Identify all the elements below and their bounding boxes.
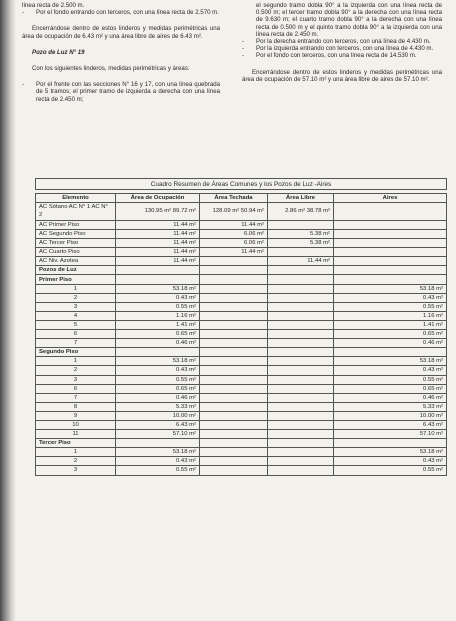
cell-elemento: 3 xyxy=(36,375,116,384)
table-row xyxy=(36,466,447,475)
cell-elemento: 1 xyxy=(36,357,116,366)
cell-aires xyxy=(334,257,447,266)
cell-techada xyxy=(200,384,268,393)
cell-techada xyxy=(200,430,268,439)
cell-libre xyxy=(268,430,334,439)
table-row xyxy=(36,220,447,229)
cell-aires: 0.46 m² xyxy=(334,339,447,348)
cell-libre xyxy=(268,448,334,457)
table-row-sotano xyxy=(36,203,447,221)
table-title: Cuadro Resumen de Áreas Comunes y los Pozos de Luz -Aires xyxy=(36,179,447,190)
cell-elemento: 6 xyxy=(36,330,116,339)
cell-ocupacion: 11.44 m² xyxy=(116,248,200,257)
cell-elemento: 7 xyxy=(36,393,116,402)
right-list-item-izquierda xyxy=(242,45,442,52)
cell-libre xyxy=(268,466,334,475)
cell-elemento: 9 xyxy=(36,411,116,420)
table-row xyxy=(36,284,447,293)
list-item-text: Por el fondo con terceros, con una línea recta de 14.530 m. xyxy=(256,52,417,60)
cell-aires xyxy=(334,203,447,221)
cell-ocupacion: 1.16 m² xyxy=(116,311,200,320)
cell-aires xyxy=(334,439,447,448)
cell-techada xyxy=(200,339,268,348)
cell-techada xyxy=(200,457,268,466)
cell-aires: 0.43 m² xyxy=(334,457,447,466)
table-row xyxy=(36,339,447,348)
cell-techada xyxy=(200,348,268,357)
cell-techada: 6.06 m² xyxy=(200,230,268,239)
cell-aires: 0.55 m² xyxy=(334,466,447,475)
cell-ocupacion: 11.44 m² xyxy=(116,257,200,266)
cell-elemento: 5 xyxy=(36,320,116,329)
cell-libre: 11.44 m² xyxy=(268,257,334,266)
table-row xyxy=(36,439,447,448)
cell-libre: 2.86 m² 38.78 m² xyxy=(268,203,334,221)
cell-ocupacion: 0.65 m² xyxy=(116,384,200,393)
header-area-techada: Área Techada xyxy=(200,194,268,203)
cell-ocupacion: 1.41 m² xyxy=(116,320,200,329)
book-binding-shadow xyxy=(0,0,16,621)
left-text-column xyxy=(22,2,220,103)
table-row xyxy=(36,457,447,466)
cell-ocupacion: 10.00 m² xyxy=(116,411,200,420)
table-row xyxy=(36,420,447,429)
cell-libre xyxy=(268,339,334,348)
cell-elemento: 3 xyxy=(36,466,116,475)
cell-aires: 10.00 m² xyxy=(334,411,447,420)
cell-elemento: AC Primer Piso xyxy=(36,220,116,229)
list-item-text: Por la derecha entrando con terceros, con una línea de 4.430 m. xyxy=(256,38,431,46)
header-area-libre: Área Libre xyxy=(268,194,334,203)
cell-techada xyxy=(200,411,268,420)
cell-techada xyxy=(200,439,268,448)
cell-ocupacion xyxy=(116,275,200,284)
list-dash: - xyxy=(242,38,245,46)
cell-ocupacion: 53.18 m² xyxy=(116,284,200,293)
cell-elemento: 4 xyxy=(36,311,116,320)
cell-ocupacion: 0.65 m² xyxy=(116,330,200,339)
cell-aires: 57.10 m² xyxy=(334,430,447,439)
table-row xyxy=(36,366,447,375)
table-row xyxy=(36,448,447,457)
cell-aires: 1.16 m² xyxy=(334,311,447,320)
left-line-1: línea recta de 2.500 m. xyxy=(22,2,85,9)
cell-elemento: 1 xyxy=(36,284,116,293)
table-body xyxy=(36,220,447,475)
cell-techada: 11.44 m² xyxy=(200,248,268,257)
cell-libre xyxy=(268,366,334,375)
right-paragraph-enclosure: Encerrándose dentro de estos linderos y medidas perimétricas una área de ocupación de 57.10 m² y una área libre de aires de 57.10 m². xyxy=(242,68,442,83)
cell-libre xyxy=(268,357,334,366)
cell-techada xyxy=(200,448,268,457)
list-dash: - xyxy=(242,52,245,60)
cell-ocupacion xyxy=(116,266,200,275)
cell-techada xyxy=(200,302,268,311)
cell-ocupacion: 0.46 m² xyxy=(116,393,200,402)
cell-elemento: AC Sótano AC N° 1 AC N° 2 xyxy=(36,203,116,221)
cell-ocupacion: 53.18 m² xyxy=(116,357,200,366)
cell-libre xyxy=(268,330,334,339)
cell-ocupacion: 57.10 m² xyxy=(116,430,200,439)
right-text-column xyxy=(242,2,442,83)
cell-elemento: 11 xyxy=(36,430,116,439)
list-dash: - xyxy=(22,9,25,17)
cell-aires: 53.18 m² xyxy=(334,448,447,457)
list-dash: - xyxy=(242,45,245,53)
table-row xyxy=(36,357,447,366)
cell-elemento: 1 xyxy=(36,448,116,457)
cell-elemento: Segundo Piso xyxy=(36,348,116,357)
section-heading-pozo-19: Pozo de Luz N° 19 xyxy=(32,48,85,56)
cell-aires xyxy=(334,348,447,357)
cell-aires xyxy=(334,275,447,284)
table-row xyxy=(36,275,447,284)
cell-elemento: 2 xyxy=(36,366,116,375)
cell-elemento: 2 xyxy=(36,293,116,302)
cell-techada: 128.09 m² 50.94 m² xyxy=(200,203,268,221)
cell-aires: 5.33 m² xyxy=(334,402,447,411)
cell-techada xyxy=(200,393,268,402)
cell-libre xyxy=(268,348,334,357)
left-list-item-frente xyxy=(22,81,220,103)
cell-techada xyxy=(200,320,268,329)
right-list-item-fondo xyxy=(242,52,442,59)
cell-ocupacion: 0.43 m² xyxy=(116,366,200,375)
cell-elemento: 7 xyxy=(36,339,116,348)
cell-ocupacion: 130.95 m² 89.72 m² xyxy=(116,203,200,221)
cell-elemento: Primer Piso xyxy=(36,275,116,284)
cell-aires: 53.18 m² xyxy=(334,284,447,293)
cell-aires xyxy=(334,239,447,248)
cell-ocupacion xyxy=(116,348,200,357)
list-item-text: Por el frente con las secciones N° 16 y 17, con una línea quebrada de 5 tramos; el primer tramo de izquierda a derecha con una línea recta de 2.450 m; xyxy=(36,81,220,103)
cell-libre xyxy=(268,384,334,393)
table-header-row xyxy=(36,194,447,203)
table-row xyxy=(36,348,447,357)
right-list-item-derecha xyxy=(242,38,442,45)
table-row xyxy=(36,384,447,393)
cell-aires: 0.65 m² xyxy=(334,384,447,393)
cell-libre xyxy=(268,420,334,429)
cell-elemento: 8 xyxy=(36,402,116,411)
cell-aires: 0.43 m² xyxy=(334,293,447,302)
table-row xyxy=(36,320,447,329)
table-row xyxy=(36,293,447,302)
cell-ocupacion xyxy=(116,439,200,448)
cell-libre xyxy=(268,275,334,284)
cell-libre xyxy=(268,402,334,411)
table-row xyxy=(36,330,447,339)
cell-techada xyxy=(200,311,268,320)
header-aires: Aires xyxy=(334,194,447,203)
cell-libre xyxy=(268,311,334,320)
cell-elemento: Pozos de Luz xyxy=(36,266,116,275)
table-row xyxy=(36,302,447,311)
cell-ocupacion: 0.55 m² xyxy=(116,302,200,311)
table-row xyxy=(36,248,447,257)
cell-libre: 5.38 m² xyxy=(268,230,334,239)
cell-libre xyxy=(268,457,334,466)
cell-techada xyxy=(200,466,268,475)
list-item-text: Por el fondo entrando con terceros, con una línea recta de 2.570 m. xyxy=(36,9,219,17)
cell-ocupacion: 0.43 m² xyxy=(116,293,200,302)
header-elemento: Elemento xyxy=(36,194,116,203)
cell-techada: 6.06 m² xyxy=(200,239,268,248)
cell-elemento: 6 xyxy=(36,384,116,393)
table-row xyxy=(36,411,447,420)
cell-elemento: 10 xyxy=(36,420,116,429)
table-row xyxy=(36,239,447,248)
table-row xyxy=(36,311,447,320)
cell-ocupacion: 6.43 m² xyxy=(116,420,200,429)
cell-techada xyxy=(200,275,268,284)
cell-techada xyxy=(200,330,268,339)
cell-libre xyxy=(268,284,334,293)
cell-techada xyxy=(200,366,268,375)
cell-aires: 6.43 m² xyxy=(334,420,447,429)
cell-ocupacion: 11.44 m² xyxy=(116,230,200,239)
cell-libre: 5.38 m² xyxy=(268,239,334,248)
cell-libre xyxy=(268,302,334,311)
cell-elemento: 2 xyxy=(36,457,116,466)
cell-techada xyxy=(200,357,268,366)
cell-techada xyxy=(200,257,268,266)
cell-aires xyxy=(334,266,447,275)
table-row xyxy=(36,375,447,384)
cell-aires: 1.41 m² xyxy=(334,320,447,329)
cell-aires xyxy=(334,230,447,239)
cell-aires: 0.65 m² xyxy=(334,330,447,339)
cell-elemento: AC Segundo Piso xyxy=(36,230,116,239)
cell-techada xyxy=(200,293,268,302)
cell-techada xyxy=(200,402,268,411)
table-row xyxy=(36,402,447,411)
cell-elemento: AC Niv. Azotea xyxy=(36,257,116,266)
cell-aires: 0.46 m² xyxy=(334,393,447,402)
table-row xyxy=(36,230,447,239)
table-row xyxy=(36,257,447,266)
left-paragraph-linderos: Con los siguientes linderos, medidas perimétricas y áreas: xyxy=(32,65,190,73)
cell-ocupacion: 11.44 m² xyxy=(116,239,200,248)
table-row xyxy=(36,430,447,439)
header-area-ocupacion: Área de Ocupación xyxy=(116,194,200,203)
right-paragraph-tramos: el segundo tramo dobla 90° a la izquierda con una línea recta de 0.500 m; el tercer tramo dobla 90° a la derecha con una línea recta de 9.630 m; el cuarto tramo dobla 90° a la derecha con una línea recta de 0.500 m y el quinto tramo dobla 90° a la izquierda con una línea recta de 2.450 m. xyxy=(256,2,442,38)
cell-techada xyxy=(200,420,268,429)
cell-ocupacion: 53.18 m² xyxy=(116,448,200,457)
cell-ocupacion: 0.43 m² xyxy=(116,457,200,466)
cell-techada xyxy=(200,375,268,384)
cell-libre xyxy=(268,439,334,448)
cell-elemento: AC Cuarto Piso xyxy=(36,248,116,257)
table-row xyxy=(36,266,447,275)
cell-aires: 0.55 m² xyxy=(334,375,447,384)
areas-summary-table xyxy=(35,178,447,476)
cell-libre xyxy=(268,411,334,420)
left-list-item-fondo xyxy=(22,9,220,16)
cell-elemento: Tercer Piso xyxy=(36,439,116,448)
cell-libre xyxy=(268,375,334,384)
cell-aires: 0.55 m² xyxy=(334,302,447,311)
cell-elemento: AC Tercer Piso xyxy=(36,239,116,248)
cell-libre xyxy=(268,393,334,402)
list-dash: - xyxy=(22,81,25,89)
cell-libre xyxy=(268,293,334,302)
cell-aires xyxy=(334,220,447,229)
cell-ocupacion: 0.46 m² xyxy=(116,339,200,348)
cell-libre xyxy=(268,248,334,257)
table-row xyxy=(36,393,447,402)
cell-libre xyxy=(268,320,334,329)
cell-ocupacion: 5.33 m² xyxy=(116,402,200,411)
cell-elemento: 3 xyxy=(36,302,116,311)
cell-aires: 0.43 m² xyxy=(334,366,447,375)
cell-techada: 11.44 m² xyxy=(200,220,268,229)
cell-aires: 53.18 m² xyxy=(334,357,447,366)
cell-libre xyxy=(268,220,334,229)
cell-ocupacion: 11.44 m² xyxy=(116,220,200,229)
cell-ocupacion: 0.55 m² xyxy=(116,466,200,475)
cell-libre xyxy=(268,266,334,275)
list-item-text: Por la izquierda entrando con terceros, con una línea de 4.430 m. xyxy=(256,45,434,53)
cell-techada xyxy=(200,266,268,275)
left-paragraph-enclosure: Encerrándose dentro de estos linderos y medidas perimétricas una área de ocupación de 6.43 m² y una área libre de aires de 6.43 m². xyxy=(22,25,220,40)
cell-techada xyxy=(200,284,268,293)
cell-aires xyxy=(334,248,447,257)
cell-ocupacion: 0.55 m² xyxy=(116,375,200,384)
